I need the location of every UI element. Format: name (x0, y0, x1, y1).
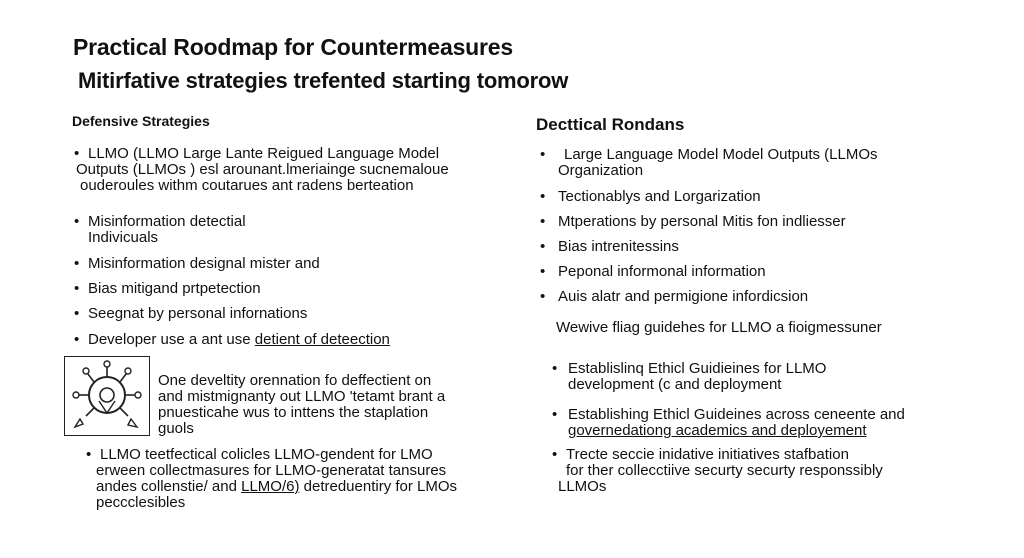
bottom-left-item (84, 447, 514, 511)
bullet-icon: • (540, 263, 546, 280)
bullet-icon: • (552, 406, 558, 423)
bullet-icon: • (552, 446, 558, 463)
item-text: ouderoules withm coutarues ant radens berteation (80, 177, 414, 194)
bullet-icon: • (74, 255, 80, 272)
item-link-text: detient of deteection (254, 331, 390, 348)
bullet-icon: • (540, 288, 546, 305)
item-text: Establislinq Ethicl Guidieines for LLMO (568, 360, 827, 377)
list-item (72, 332, 512, 348)
item-text: Auis alatr and permigione infordicsion (558, 288, 809, 305)
list-item (536, 214, 976, 230)
item-text: Misinformation designal mister and (88, 255, 320, 272)
item-text: LLMOs (558, 478, 607, 495)
list-item (536, 264, 976, 280)
list-item (536, 147, 976, 179)
item-text: Tectionablys and Lorgarization (558, 188, 761, 205)
list-item (536, 189, 976, 205)
item-text: LLMO (LLMO Large Lante Reigued Language Model (88, 145, 440, 162)
item-text: Peponal informonal information (558, 263, 766, 280)
item-text: Organization (558, 162, 644, 179)
item-text: erween collectmasures for LLMO-generatat tansures (96, 462, 447, 479)
item-text: Bias intrenitessins (558, 238, 679, 255)
list-item (72, 306, 512, 322)
item-text: Developer use a ant use (88, 331, 251, 348)
left-heading: Defensive Strategies (72, 113, 210, 129)
left-column (72, 113, 512, 348)
item-text: Seegnat by personal infornations (88, 305, 308, 322)
item-text: Bias mitigand prtpetection (88, 280, 261, 297)
list-item (72, 214, 512, 246)
bottom-right-item (550, 447, 990, 495)
list-item (536, 289, 976, 305)
item-text: Indivicuals (88, 229, 159, 246)
list-item (72, 146, 512, 194)
item-text: detreduentiry for LMOs (303, 478, 458, 495)
caption-line: and mistmignanty out LLMO 'tetamt brant a (158, 388, 446, 405)
page-subtitle: Mitirfative strategies trefented starting tomorow (78, 68, 569, 93)
caption-line: One develtity orennation fo deffectient on (158, 372, 432, 389)
section-paragraph: Wewive fliag guidehes for LLMO a fioigmessuner (556, 319, 882, 336)
bullet-icon: • (74, 145, 80, 162)
item-text: Outputs (LLMOs ) esl arounant.lmeriainge sucnemaloue (76, 161, 449, 178)
list-item (536, 239, 976, 255)
list-item (536, 361, 976, 393)
item-text: LLMO teetfectical colicles LLMO-gendent for LMO (100, 446, 433, 463)
item-text: andes collenstie/ and (96, 478, 237, 495)
page-title: Practical Roodmap for Countermeasures (73, 34, 513, 60)
bullet-icon: • (540, 238, 546, 255)
item-link-text: governedationg academics and deployement (568, 422, 867, 439)
gear-network-icon (64, 356, 150, 436)
list-item (72, 281, 512, 297)
right-column (536, 115, 976, 439)
caption-line: pnuesticahe wus to inttens the staplation (158, 404, 429, 421)
bullet-icon: • (540, 188, 546, 205)
list-item (550, 447, 990, 495)
bullet-icon: • (540, 213, 546, 230)
bullet-icon: • (86, 446, 92, 463)
item-text: peccclesibles (96, 494, 186, 511)
caption-line: guols (158, 420, 194, 437)
bullet-icon: • (74, 213, 80, 230)
item-link-text: LLMO/6) (241, 478, 300, 495)
bullet-icon: • (552, 360, 558, 377)
list-item (72, 256, 512, 272)
bullet-icon: • (540, 146, 546, 163)
item-text: Misinformation detectial (88, 213, 246, 230)
item-text: development (c and deployment (568, 376, 782, 393)
item-text: Establishing Ethicl Guideines across ceneente and (568, 406, 905, 423)
item-text: for ther collecctiive securty securty responssibly (566, 462, 883, 479)
list-item (84, 447, 514, 511)
list-item (536, 407, 976, 439)
item-text: Large Language Model Model Outputs (LLMOs (564, 146, 878, 163)
bullet-icon: • (74, 305, 80, 322)
right-heading: Decttical Rondans (536, 115, 685, 134)
bullet-icon: • (74, 331, 80, 348)
bullet-icon: • (74, 280, 80, 297)
item-text: Mtperations by personal Mitis fon indliesser (558, 213, 846, 230)
icon-caption (158, 373, 445, 437)
item-text: Trecte seccie inidative initiatives stafbation (566, 446, 849, 463)
